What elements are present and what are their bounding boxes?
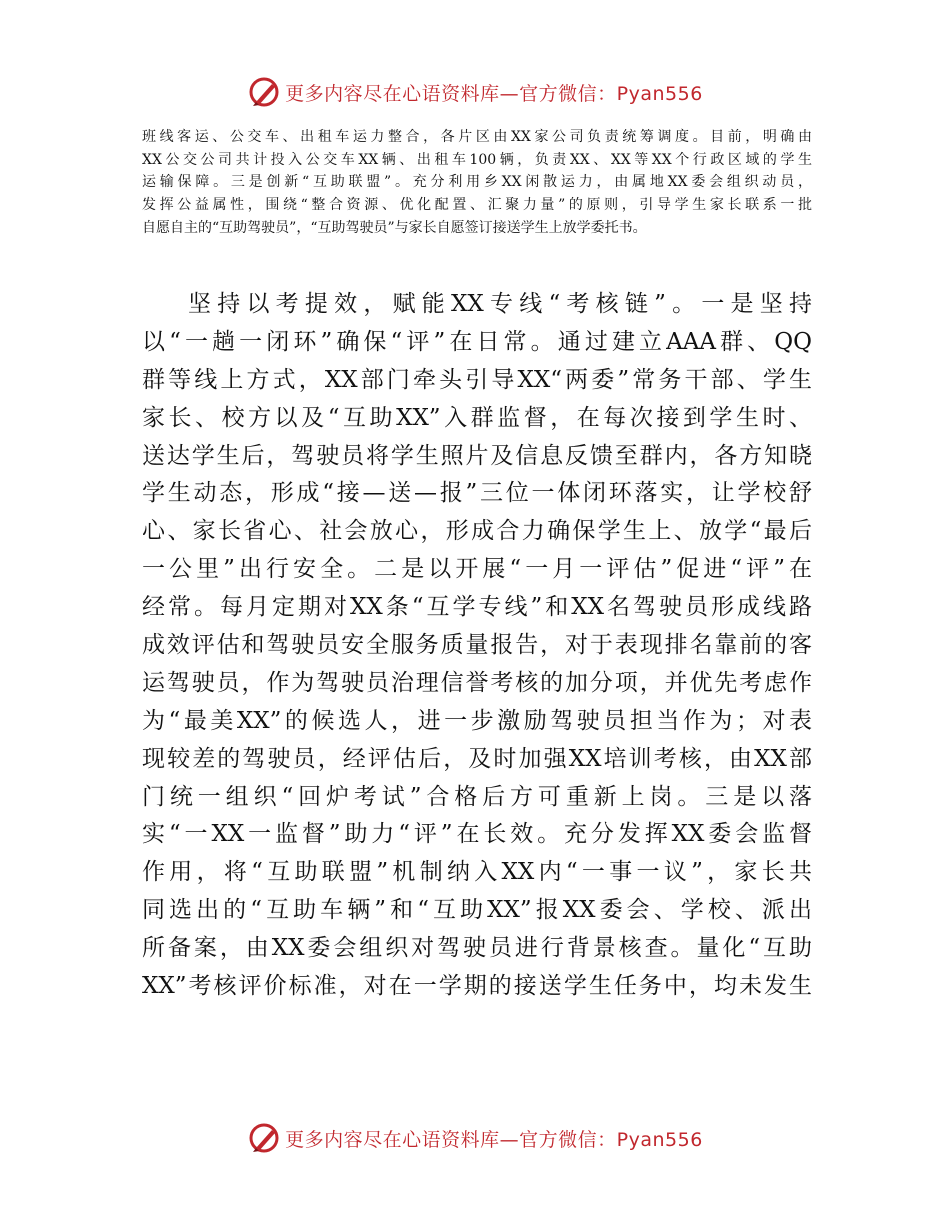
text-line: 班线客运、公交车、出租车运力整合，各片区由XX家公司负责统筹调度。目前，明确由 [142,129,812,145]
pen-logo-icon [247,75,281,109]
text-line: 同选出的“互助车辆”和“互助XX”报XX委会、学校、派出 [142,897,812,924]
text-line: 自愿自主的“互助驾驶员”，“互助驾驶员”与家长自愿签订接送学生上放学委托书。 [142,219,647,236]
text-line: 发挥公益属性，围绕“整合资源、优化配置、汇聚力量”的原则，引导学生家长联系一批 [142,197,812,214]
text-line: 运驾驶员，作为驾驶员治理信誉考核的加分项，并优先考虑作 [142,669,812,696]
text-line: 作用，将“互助联盟”机制纳入XX内“一事一议”，家长共 [142,859,812,886]
text-line: XX公交公司共计投入公交车XX辆、出租车100辆，负责XX、XX等XX个行政区域的学生 [142,151,812,168]
text-line: 学生动态，形成“接—送—报”三位一体闭环落实，让学校舒 [142,480,812,507]
text-line: 经常。每月定期对XX条“互学专线”和XX名驾驶员形成线路 [142,594,812,621]
footer-banner [0,1118,950,1158]
header-banner [0,72,950,112]
text-line: 坚持以考提效，赋能XX专线“考核链”。一是坚持 [188,291,812,317]
text-line: 一公里”出行安全。二是以开展“一月一评估”促进“评”在 [142,556,812,583]
text-line: XX”考核评价标准，对在一学期的接送学生任务中，均未发生 [142,973,812,1000]
paragraph-small [142,126,812,240]
text-line: 以“一趟一闭环”确保“评”在日常。通过建立AAA群、QQ [142,328,812,355]
pen-logo-icon [247,1121,281,1155]
text-line: 现较差的驾驶员，经评估后，及时加强XX培训考核，由XX部 [142,745,812,772]
text-line: 实“一XX一监督”助力“评”在长效。充分发挥XX委会监督 [142,821,812,848]
text-line: 所备案，由XX委会组织对驾驶员进行背景核查。量化“互助 [142,935,812,962]
text-line: 成效评估和驾驶员安全服务质量报告，对于表现排名靠前的客 [142,632,812,659]
banner-text: 更多内容尽在心语资料库—官方微信：Pyan556 [285,1128,703,1151]
text-line: 群等线上方式，XX部门牵头引导XX“两委”常务干部、学生 [142,366,812,393]
text-line: 心、家长省心、社会放心，形成合力确保学生上、放学“最后 [142,518,812,545]
text-line: 运输保障。三是创新“互助联盟”。充分利用乡XX闲散运力，由属地XX委会组织动员， [142,174,812,191]
text-line: 为“最美XX”的候选人，进一步激励驾驶员担当作为；对表 [142,707,812,734]
banner-text: 更多内容尽在心语资料库—官方微信：Pyan556 [285,82,703,105]
paragraph-large [142,286,812,1006]
text-line: 送达学生后，驾驶员将学生照片及信息反馈至群内，各方知晓 [142,442,812,469]
text-line: 门统一组织“回炉考试”合格后方可重新上岗。三是以落 [142,783,812,810]
text-line: 家长、校方以及“互助XX”入群监督，在每次接到学生时、 [142,404,812,431]
